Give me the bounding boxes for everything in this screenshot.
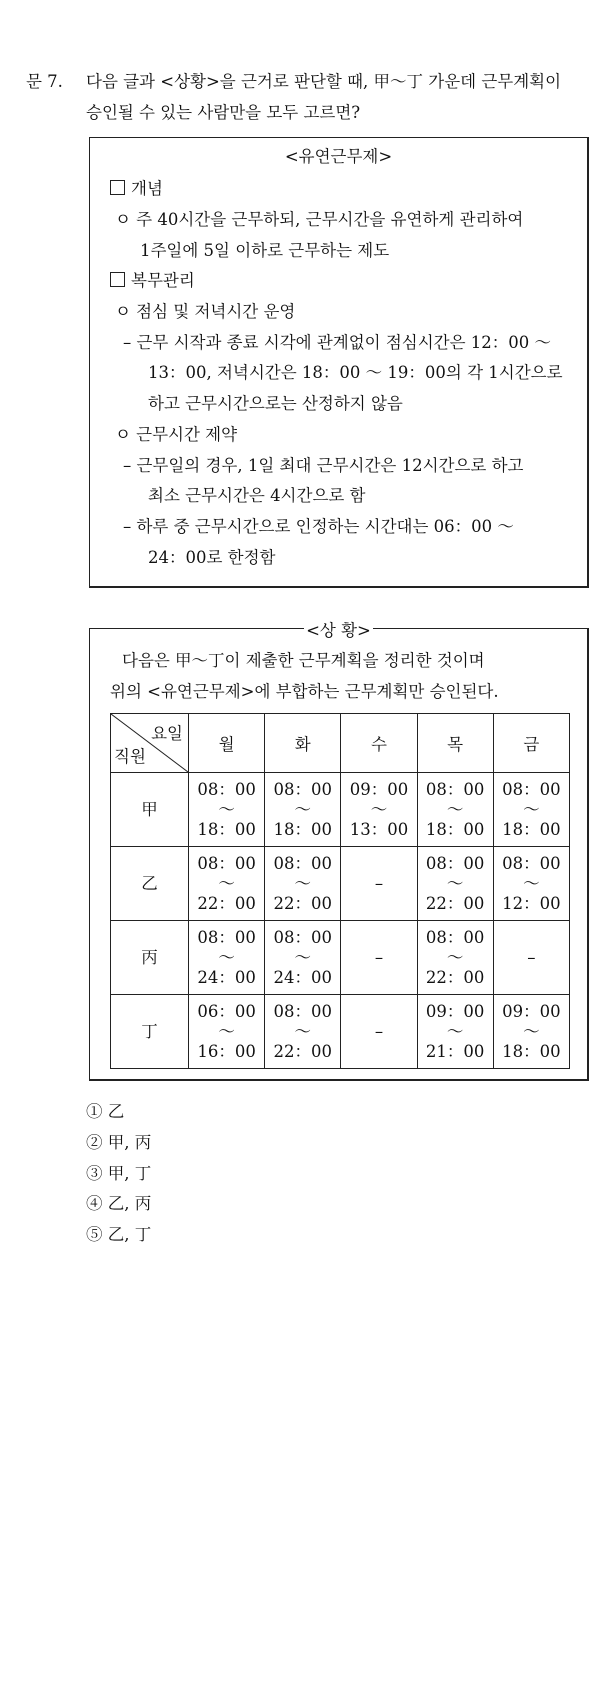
answer-option-1[interactable]: ① 乙 [86,1102,125,1121]
schedule-cell-text: 09：00 [502,1001,561,1021]
schedule-cell-text: 16：00 [197,1041,256,1061]
schedule-cell-text: 08：00 [197,927,256,947]
checkbox-square-icon [110,180,125,195]
schedule-cell-text: 08：00 [502,779,561,799]
rules-box-title: <유연근무제> [284,147,393,166]
schedule-cell-text: 09：00 [349,779,409,799]
schedule-cell-text: 18：00 [197,819,256,839]
situation-intro-line-2: 위의 <유연근무제>에 부합하는 근무계획만 승인된다. [110,682,499,701]
schedule-cell-text: – [374,1021,384,1041]
window-rule-line-2: 24：00로 한정함 [148,548,276,567]
schedule-cell-text: 08：00 [273,927,333,947]
schedule-cell-text: ～ [218,799,235,819]
schedule-cell-text: ～ [446,1021,464,1041]
answer-option-4[interactable]: ④ 乙, 丙 [86,1194,152,1213]
schedule-cell [341,773,417,847]
meal-rule-line-1: – 근무 시작과 종료 시각에 관계없이 점심시간은 12：00 ～ [123,333,552,352]
schedule-cell-text: ～ [523,873,540,893]
staff-name-cell: 丙 [111,921,189,995]
schedule-cell-text: 18：00 [273,819,333,839]
schedule-cell-text: ～ [218,1021,235,1041]
schedule-cell [493,773,569,847]
corner-staff-label: 직원 [114,747,146,766]
window-rule-line-1: – 하루 중 근무시간으로 인정하는 시간대는 06：00 ～ [123,517,514,536]
schedule-cell-text: 08：00 [425,779,485,799]
schedule-cell [265,773,341,847]
schedule-cell-text: 06：00 [197,1001,256,1021]
schedule-cell-text: 18：00 [502,819,561,839]
staff-name-cell: 乙 [111,847,189,921]
schedule-cell-text: 08：00 [197,853,256,873]
schedule-cell [341,995,417,1069]
schedule-cell-text: 08：00 [197,779,256,799]
hours-rule-line-1: – 근무일의 경우, 1일 최대 근무시간은 12시간으로 하고 [123,456,524,475]
answer-option-3[interactable]: ③ 甲, 丁 [86,1164,152,1183]
schedule-cell-text: ～ [294,1021,312,1041]
schedule-cell-text: ～ [523,1021,540,1041]
schedule-cell-text: ～ [446,873,464,893]
schedule-table [110,713,570,1069]
hours-rule-line-2: 최소 근무시간은 4시간으로 함 [148,486,366,505]
schedule-cell-text: 24：00 [197,967,256,987]
schedule-cell-text: 08：00 [273,853,333,873]
schedule-cell-text: – [527,947,536,967]
schedule-cell [341,921,417,995]
schedule-cell-text: 08：00 [273,1001,333,1021]
schedule-cell [265,847,341,921]
day-header: 화 [265,714,341,773]
checkbox-square-icon [110,272,125,287]
schedule-cell-text: – [374,947,384,967]
concept-bullet: ㅇ 주 40시간을 근무하되, 근무시간을 유연하게 관리하여 [115,210,524,229]
schedule-cell [189,995,265,1069]
schedule-cell-text: 08：00 [425,853,485,873]
table-header-row [111,714,570,773]
table-row [111,773,570,847]
section-concept-heading: 개념 [110,175,163,199]
staff-name-cell: 丁 [111,995,189,1069]
schedule-cell-text: ～ [294,799,312,819]
schedule-cell-text: 24：00 [273,967,333,987]
schedule-cell-text: 22：00 [425,893,485,913]
schedule-cell-text: 22：00 [273,893,333,913]
schedule-cell [493,847,569,921]
schedule-cell [265,921,341,995]
staff-name-cell: 甲 [111,773,189,847]
schedule-cell [189,773,265,847]
day-header: 금 [493,714,569,773]
schedule-cell-text: – [374,873,384,893]
situation-box-title: <상 황> [306,621,371,640]
schedule-cell-text: ～ [294,947,312,967]
schedule-cell [417,847,493,921]
table-row [111,995,570,1069]
schedule-cell [417,995,493,1069]
schedule-cell [417,773,493,847]
schedule-cell [189,921,265,995]
schedule-cell-text: ～ [218,873,235,893]
situation-intro-line-1: 다음은 甲～丁이 제출한 근무계획을 정리한 것이며 [122,651,485,670]
schedule-cell [189,847,265,921]
schedule-cell [417,921,493,995]
concept-bullet-cont: 1주일에 5일 이하로 근무하는 제도 [140,241,390,260]
schedule-cell-text: ～ [218,947,235,967]
schedule-cell-text: ～ [294,873,312,893]
hours-bullet: ㅇ 근무시간 제약 [115,425,238,444]
schedule-cell-text: 18：00 [502,1041,561,1061]
section-management-heading: 복무관리 [110,267,195,291]
schedule-cell-text: 22：00 [273,1041,333,1061]
schedule-cell-text: ～ [370,799,388,819]
schedule-cell-text: 21：00 [425,1041,485,1061]
schedule-cell-text: 08：00 [425,927,485,947]
schedule-cell-text: ～ [523,799,540,819]
schedule-cell-text: 12：00 [502,893,561,913]
answer-option-2[interactable]: ② 甲, 丙 [86,1133,152,1152]
day-header: 목 [417,714,493,773]
table-corner-cell [111,714,189,773]
schedule-cell-text: 13：00 [349,819,409,839]
day-header: 월 [189,714,265,773]
question-number: 문 7. [26,72,63,91]
corner-day-label: 요일 [151,724,183,743]
schedule-cell-text: 22：00 [425,967,485,987]
question-line-1: 다음 글과 <상황>을 근거로 판단할 때, 甲～丁 가운데 근무계획이 [86,72,562,91]
answer-option-5[interactable]: ⑤ 乙, 丁 [86,1225,152,1244]
meal-rule-line-3: 하고 근무시간으로는 산정하지 않음 [148,394,403,413]
schedule-cell-text: 08：00 [502,853,561,873]
schedule-cell-text: ～ [446,947,464,967]
schedule-cell-text: 08：00 [273,779,333,799]
table-row [111,847,570,921]
meal-bullet: ㅇ 점심 및 저녁시간 운영 [115,302,296,321]
situation-box [89,621,589,1081]
meal-rule-line-2: 13：00, 저녁시간은 18：00 ～ 19：00의 각 1시간으로 [148,363,563,382]
day-header: 수 [341,714,417,773]
rules-box [89,137,589,588]
schedule-cell-text: 09：00 [425,1001,485,1021]
question-line-2: 승인될 수 있는 사람만을 모두 고르면? [86,103,361,122]
schedule-cell [341,847,417,921]
schedule-cell [493,995,569,1069]
schedule-cell [265,995,341,1069]
schedule-cell-text: 18：00 [425,819,485,839]
table-row [111,921,570,995]
schedule-cell [493,921,569,995]
schedule-cell-text: ～ [446,799,464,819]
schedule-cell-text: 22：00 [197,893,256,913]
